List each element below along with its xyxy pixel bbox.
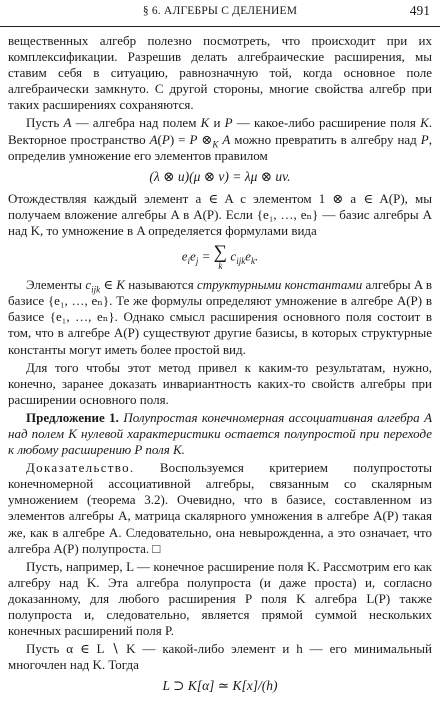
running-header [0, 0, 440, 27]
proposition: Предложение 1. Полупростая конечномерная ассоциативная алгебра A над полем K нулевой характеристики остается полупростой при переходе к любому расширению P поля K. [8, 409, 433, 458]
section-title: § 6. АЛГЕБРЫ С ДЕЛЕНИЕМ [142, 5, 298, 17]
formula-tensor-multiplication: (λ ⊗ u)(μ ⊗ v) = λμ ⊗ uv. [149, 168, 291, 184]
paragraph: Пусть, например, L — конечное расширение поля K. Рассмотрим его как алгебру над K. Эта алгебра полупроста (и даже проста) и, согласно доказанному, для любого расширения P поля K алгебра L(P) также полупроста и, следовательно, является прямой суммой нескольких конечных расширений поля P. [8, 558, 432, 639]
paragraph: вещественных алгебр полезно посмотреть, что происходит при их комплексификации. Разрешив делать алгебраические расширения, мы ставим себя в ситуацию, равнозначную той, когда основное поле алгебраически замкнуто. С другой стороны, многие свойства алгебр при таких расширениях сохраняются. [8, 33, 432, 113]
paragraph: Элементы $c_{ijk}$ ∈ K называются структурными константами алгебры A в базисе {e₁, …, eₙ}. Те же формулы определяют умножение в алгебре A(P) в базисе {e₁, …, eₙ}. Однако смысл расширения основного поля состоит в том, что в алгебре A(P) существуют другие базисы, в которых структурные константы могут иметь более простой вид. [8, 277, 432, 357]
proposition-label: Предложение 1. [26, 409, 119, 425]
proof: Доказательство. Воспользуемся критерием полупростоты конечномерной ассоциативной алгебры, связанным со скалярным умножением (теорема 3.2). Очевидно, что в базисе, составленном из элементов алгебры A, матрица скалярного умножения в алгебре A(P) такая же, как в алгебре A. Следовательно, она невырожденна, а это означает, что алгебра A(P) полупроста. □ [8, 460, 432, 556]
paragraph: Пусть α ∈ L ∖ K — какой-либо элемент и h — его минимальный многочлен над K. Тогда [8, 641, 432, 673]
page-body [8, 33, 432, 700]
paragraph: Отождествляя каждый элемент a ∈ A с элементом 1 ⊗ a ∈ A(P), мы получаем вложение алгебры A в A(P). Если {e₁, …, eₙ} — базис алгебры A над K, то умножение в A определяется формулами вида [8, 190, 432, 239]
paragraph: Для того чтобы этот метод привел к каким-то результатам, нужно, конечно, заранее доказать инвариантность каких-то свойств алгебры при расширении основного поля. [8, 359, 432, 407]
proof-label: Доказательство. [26, 460, 135, 476]
formula-field-extension: L ⊃ K[α] ≃ K[x]/(h) [162, 678, 278, 694]
summation-sign: ∑ k [213, 242, 228, 272]
formula-structure-constants: $e_ie_j$ = ∑ k $c_{ijk}e_k$. [181, 242, 259, 272]
paragraph: Пусть A — алгебра над полем K и P — какое-либо расширение поля K. Векторное пространство A(P) = P $\otimes_K$ A можно превратить в алгебру над P, определив умножение его элементов правилом [8, 115, 432, 163]
page-number: 491 [409, 3, 430, 18]
